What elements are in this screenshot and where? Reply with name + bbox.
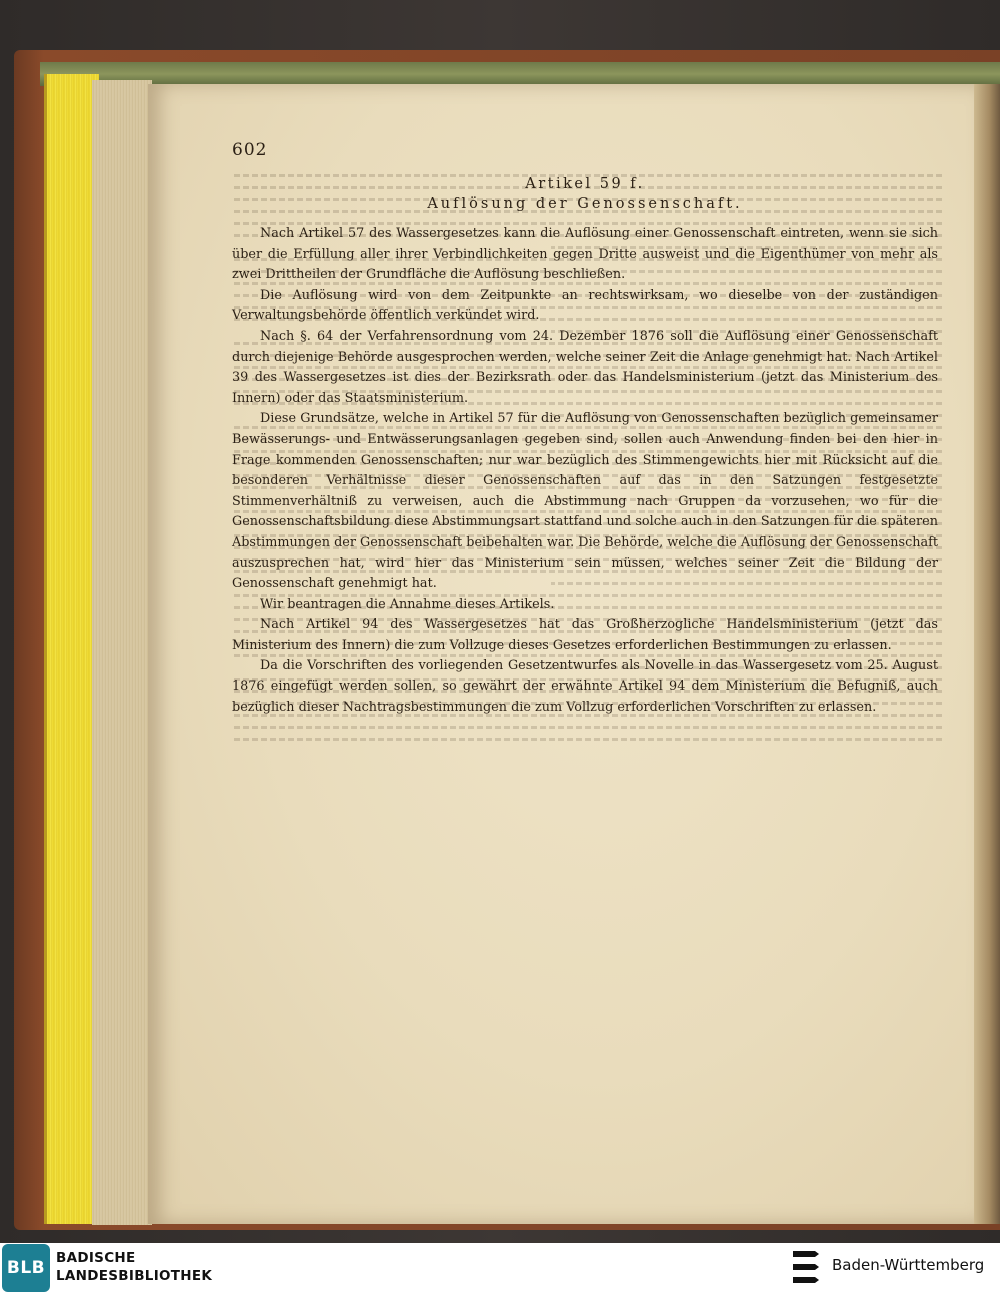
paragraph: Nach Artikel 94 des Wassergesetzes hat das Großherzogliche Handelsministerium (jetzt das Ministerium des Innern) die zum Vollzuge dieses Gesetzes erforderlichen Bestimmungen zu erlassen. <box>232 617 938 653</box>
paragraph: Nach §. 64 der Verfahrensordnung vom 24. Dezember 1876 soll die Auflösung einer Genossenschaft durch diejenige Behörde ausgesprochen werden, welche seiner Zeit die Anlage genehmigt hat. Nach Artikel 39 des Wassergesetzes ist dies der Bezirksrath oder das Handelsministerium (jetzt das Ministerium des Innern) oder das Staatsministerium. <box>232 328 938 406</box>
paragraph: Da die Vorschriften des vorliegenden Gesetzentwurfes als Novelle in das Wassergesetz vom 25. August 1876 eingefügt werden sollen, so gewährt der erwähnte Artikel 94 dem Ministerium die Befugniß, auch bezüglich dieser Nachtragsbestimmungen die zum Vollzug erforderlichen Vorschriften zu erlassen. <box>232 658 938 715</box>
three-lions-icon <box>790 1248 822 1288</box>
bleed-line <box>232 726 942 729</box>
paragraph: Nach Artikel 57 des Wassergesetzes kann die Auflösung einer Genossenschaft eintreten, wenn sie sich über die Erfüllung aller ihrer Verbindlichkeiten gegen Dritte ausweist und die Eigenthümer von mehr als zwei Drittheilen der Grundfläche die Auflösung beschließen. <box>232 226 938 283</box>
blb-logo-badge[interactable]: BLB <box>2 1244 50 1292</box>
article-subtitle: Auflösung der Genossenschaft. <box>427 196 743 212</box>
page-number: 602 <box>232 140 268 160</box>
article-body <box>232 224 938 718</box>
paragraph: Die Auflösung wird von dem Zeitpunkte an rechtswirksam, wo dieselbe von der zuständigen Verwaltungsbehörde öffentlich verkündet wird. <box>232 287 938 324</box>
state-name[interactable]: Baden-Württemberg <box>832 1256 985 1274</box>
book-top-edge <box>40 62 1000 86</box>
page-edge-yellow <box>44 74 99 1224</box>
paragraph: Diese Grundsätze, welche in Artikel 57 für die Auflösung von Genossenschaften bezüglich gemeinsamer Bewässerungs- und Entwässerungsanlagen gegeben sind, sollen auch Anwendung finden bei den hier in Frage kommenden Genossenschaften; nur war bezüglich des Stimmengewichts hier mit Rücksicht auf die besonderen Verhältnisse dieser Genossenschaften auf das in den Satzungen festgesetzte Stimmenverhältniß zu verweisen, auch die Abstimmung nach Gruppen da vorzusehen, wo für die Genossenschaftsbildung diese Abstimmungsart stattfand und solche auch in den Satzungen für die späteren Abstimmungen der Genossenschaft beibehalten war. Die Behörde, welche die Auflösung der Genossenschaft auszusprechen hat, wird hier das Ministerium sein müssen, welches seiner Zeit die Bildung der Genossenschaft genehmigt hat. <box>232 411 938 592</box>
library-name-line2: LANDESBIBLIOTHEK <box>56 1268 213 1284</box>
bleed-line <box>232 738 942 741</box>
library-name-line1: BADISCHE <box>56 1250 136 1266</box>
paragraph: Wir beantragen die Annahme dieses Artikels. <box>260 596 555 612</box>
article-title: Artikel 59 f. <box>525 176 645 192</box>
library-name[interactable] <box>56 1249 212 1285</box>
footer-bar <box>0 1243 1000 1294</box>
page-content <box>232 140 938 718</box>
page-stack <box>92 80 152 1225</box>
page-right-shadow <box>974 84 1000 1224</box>
